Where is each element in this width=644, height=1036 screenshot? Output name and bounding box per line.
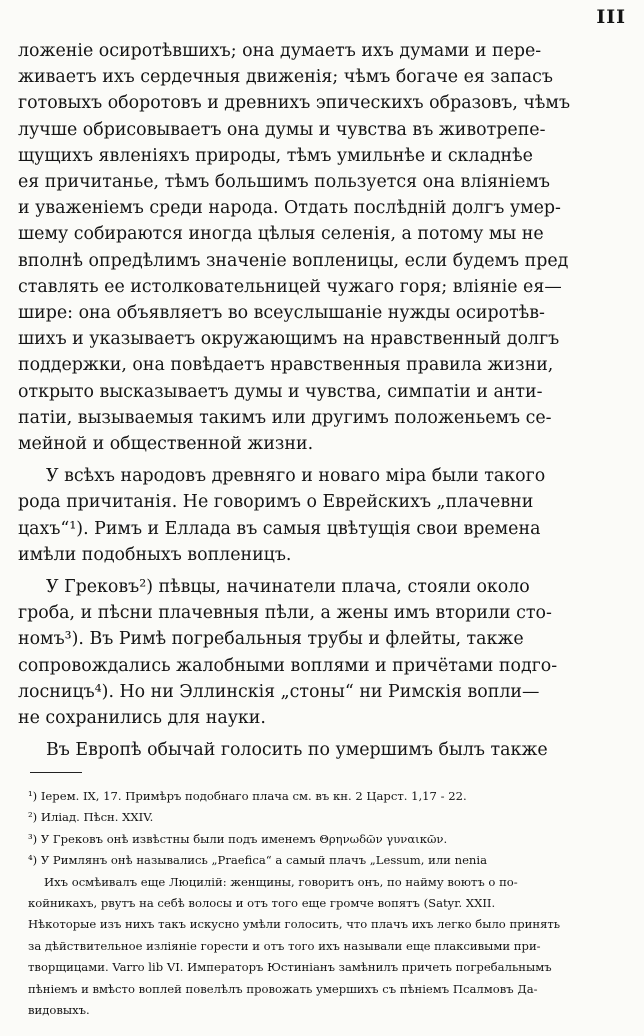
body-text — [18, 38, 632, 763]
text-line: ставлять ее истолковательницей чужаго горя; вліяніе ея— — [18, 276, 562, 297]
text-line: живаетъ ихъ сердечныя движенія; чѣмъ богаче ея запасъ — [18, 67, 553, 88]
text-line: не сохранились для науки. — [18, 708, 266, 729]
footnote-3: ³) У Грековъ онѣ извѣстны были подъ именемъ Θρηνωδῶν γυναικῶν. — [28, 831, 448, 846]
text-line: лосницъ⁴). Но ни Эллинскія „стоны“ ни Римскія вопли— — [18, 681, 540, 702]
text-line: цахъ“¹). Римъ и Еллада въ самыя цвѣтущія свои времена — [18, 518, 541, 539]
footnote-1: ¹) Іерем. IX, 17. Примѣръ подобнаго плача см. въ кн. 2 Царст. 1,17 - 22. — [28, 789, 467, 803]
text-line: шему собираются иногда цѣлыя селенія, а потому мы не — [18, 224, 544, 245]
footnote-4: ⁴) У Римлянъ онѣ назывались „Praefica“ а самый плачъ „Lessum, или nenia — [28, 853, 488, 868]
text-line: вполнѣ опредѣлимъ значеніе вопленицы, если будемъ пред — [18, 250, 569, 271]
footnote-separator — [30, 772, 82, 773]
footnote-continuation-line: творщицами. Varro lib VI. Императоръ Юстиніанъ замѣнилъ причеть погребальнымъ — [28, 960, 552, 975]
footnote-continuation-line: койникахъ, рвутъ на себѣ волосы и отъ того еще громче вопятъ (Satyr. XXII. — [28, 896, 496, 911]
footnote-continuation-line: пѣніемъ и вмѣсто воплей повелѣлъ провожать умершихъ съ пѣніемъ Псалмовъ Да- — [28, 981, 538, 996]
text-line: готовыхъ оборотовъ и древнихъ эпическихъ образовъ, чѣмъ — [18, 93, 571, 114]
text-line: шире: она объявляетъ во всеуслышаніе нужды осиротѣв- — [18, 303, 545, 324]
text-line: номъ³). Въ Римѣ погребальныя трубы и флейты, также — [18, 629, 524, 650]
text-line: лучше обрисовываетъ она думы и чувства въ животрепе- — [18, 119, 546, 140]
footnote-continuation-line: видовыхъ. — [28, 1003, 90, 1018]
text-line: гроба, и пѣсни плачевныя пѣли, а жены имъ вторили сто- — [18, 603, 552, 624]
text-line: щущихъ явленіяхъ природы, тѣмъ умильнѣе и складнѣе — [18, 145, 533, 166]
text-line: и уваженіемъ среди народа. Отдать послѣдній долгъ умер- — [18, 198, 561, 219]
text-line: шихъ и указываетъ окружающимъ на нравственный долгъ — [18, 329, 560, 350]
page-number: III — [596, 6, 626, 28]
text-line: мейной и общественной жизни. — [18, 434, 314, 455]
text-line: ея причитанье, тѣмъ большимъ пользуется она вліяніемъ — [18, 172, 550, 193]
footnote-continuation-line: за дѣйствительное изліяніе горести и отъ того ихъ называли еще плаксивыми при- — [28, 938, 541, 953]
paragraph-1 — [18, 38, 632, 457]
text-line: Въ Европѣ обычай голосить по умершимъ былъ также — [46, 740, 548, 761]
text-line: рода причитанія. Не говоримъ о Еврейскихъ „плачевни — [18, 492, 534, 513]
text-line: сопровождались жалобными воплями и причётами подго- — [18, 655, 558, 676]
text-line: имѣли подобныхъ вопленицъ. — [18, 544, 292, 565]
footnote-2: ²) Иліад. Пѣсн. XXIV. — [28, 810, 154, 825]
footnote-continuation-line: Нѣкоторые изъ нихъ такъ искусно умѣли голосить, что плачъ ихъ легко было принять — [28, 917, 561, 932]
text-line: открыто высказываетъ думы и чувства, симпатіи и анти- — [18, 381, 543, 402]
text-line: патіи, вызываемыя такимъ или другимъ положеньемъ се- — [18, 407, 552, 428]
paragraph-3 — [18, 574, 632, 731]
text-line: У Грековъ²) пѣвцы, начинатели плача, стояли около — [46, 577, 530, 598]
text-line: поддержки, она повѣдаетъ нравственныя правила жизни, — [18, 355, 554, 376]
footnote-continuation-line: Ихъ осмѣивалъ еще Люцилій: женщины, говоритъ онъ, по найму воютъ о по- — [44, 874, 518, 889]
text-line: У всѣхъ народовъ древняго и новаго міра были такого — [46, 466, 546, 487]
text-line: ложеніе осиротѣвшихъ; она думаетъ ихъ думами и пере- — [18, 41, 542, 61]
paragraph-2 — [18, 463, 632, 568]
paragraph-4 — [18, 737, 632, 763]
footnotes — [28, 786, 634, 1021]
